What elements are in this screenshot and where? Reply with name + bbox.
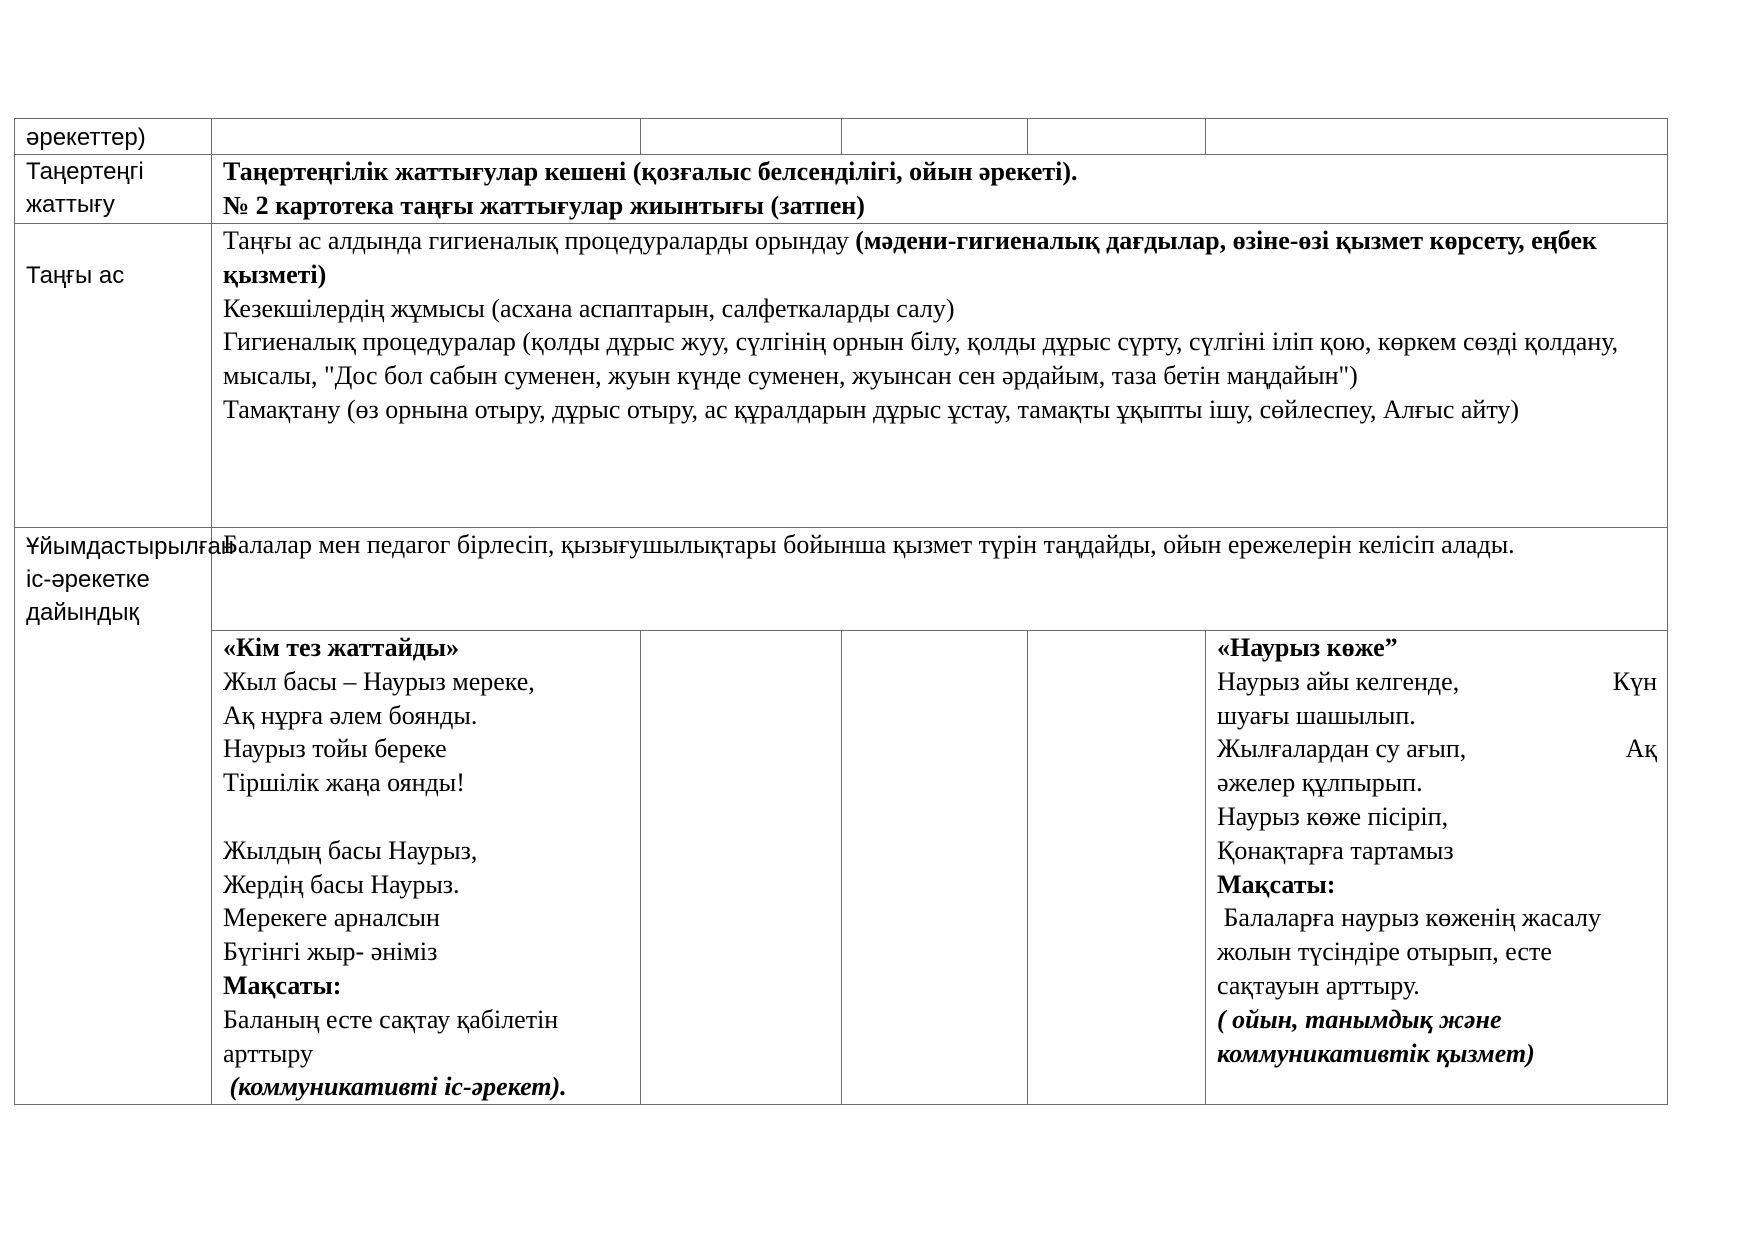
breakfast-p1-plain: Таңғы ас алдында гигиеналық процедураларды орындау xyxy=(223,226,856,255)
poem-justified-line xyxy=(1217,732,1657,766)
morning-exercise-label-cell xyxy=(15,155,212,224)
poem-2-line: Мерекеге арналсын xyxy=(223,903,440,933)
poem-justified-line xyxy=(1217,665,1657,699)
empty-cell xyxy=(1028,631,1206,1105)
poem-2-line: Жердің басы Наурыз. xyxy=(223,869,460,899)
organized-intro-cell xyxy=(212,528,1668,631)
daily-plan-table xyxy=(14,118,1668,1105)
table-row-continuation xyxy=(15,119,1668,155)
breakfast-paragraph-2: Кезекшілердің жұмысы (асхана аспаптарын, салфеткаларды салу) xyxy=(223,293,955,323)
breakfast-label-cell xyxy=(15,224,212,528)
empty-cell xyxy=(1028,119,1206,155)
organized-label-cell xyxy=(15,528,235,1105)
activity-1-goal-label: Мақсаты: xyxy=(223,970,342,1000)
breakfast-paragraph-4: Тамақтану (өз орнына отыру, дұрыс отыру, ас құралдарын дұрыс ұстау, тамақты ұқыпты ішу, сөйлеспеу, Алғыс айту) xyxy=(223,394,1520,424)
activity-5-type: ( ойын, танымдық және коммуникативтік қызмет) xyxy=(1217,1004,1535,1068)
poem-1-line: Ақ нұрға әлем боянды. xyxy=(223,700,478,730)
poem-1-line: Жыл басы – Наурыз мереке, xyxy=(223,666,535,696)
morning-exercise-content xyxy=(212,155,1668,224)
empty-cell xyxy=(842,631,1028,1105)
empty-cell xyxy=(212,119,641,155)
activity-1-goal-text: Баланың есте сақтау қабілетін арттыру xyxy=(223,1004,565,1068)
organized-label: Ұйымдастырылған іс-әрекетке дайындық xyxy=(26,533,235,626)
poem-text: Наурыз айы келгенде, xyxy=(1217,666,1460,696)
breakfast-paragraph-3: Гигиеналық процедуралар (қолды дұрыс жуу, сүлгінің орнын білу, қолды дұрыс сүрту, сүлгіні іліп қою, көркем сөзді қолдану, мысалы, "Дос бол сабын суменен, жуын күнде суменен, жуынсан сен әрдайым, таза бетін маңдайын") xyxy=(223,327,1625,391)
poem-text: Ақ xyxy=(1625,734,1657,764)
continuation-label: әрекеттер) xyxy=(26,124,146,151)
poem-line: әжелер құлпырып. xyxy=(1217,768,1423,798)
table-row-organized-activities xyxy=(15,631,1668,1105)
poem-line: шуағы шашылып. xyxy=(1217,700,1416,730)
breakfast-p1-bold: (мәдени-гигиеналық дағдылар, өзіне-өзі қызмет көрсету, еңбек қызметі) xyxy=(223,226,1604,289)
activity-cell-col5 xyxy=(1206,631,1668,1105)
poem-line: Қонақтарға тартамыз xyxy=(1217,835,1454,865)
empty-cell xyxy=(641,631,842,1105)
poem-1-line: Тіршілік жаңа оянды! xyxy=(223,768,465,798)
poem-text: Жылғалардан су ағып, xyxy=(1217,734,1467,764)
breakfast-label: Таңғы ас xyxy=(26,262,125,289)
poem-2-line: Бүгінгі жыр- әніміз xyxy=(223,937,438,967)
activity-5-goal-label: Мақсаты: xyxy=(1217,869,1336,899)
morning-exercise-line-1: Таңертеңгілік жаттығулар кешені (қозғалыс белсенділігі, ойын әрекеті). xyxy=(223,157,1078,186)
activity-1-title: «Кім тез жаттайды» xyxy=(223,633,460,662)
table-row-breakfast xyxy=(15,224,1668,528)
breakfast-paragraph-1 xyxy=(223,224,1657,292)
activity-5-goal-text: Балаларға наурыз көженің жасалу жолын түсіндіре отырып, есте сақтауын арттыру. xyxy=(1217,903,1608,1000)
poem-text: Күн xyxy=(1612,666,1657,696)
activity-cell-col1 xyxy=(212,631,641,1105)
empty-cell xyxy=(842,119,1028,155)
poem-2-line: Жылдың басы Наурыз, xyxy=(223,835,478,865)
activity-5-title: «Наурыз көже” xyxy=(1217,633,1398,662)
stanza-gap xyxy=(223,800,630,834)
continuation-label-cell xyxy=(15,119,212,155)
poem-line: Наурыз көже пісіріп, xyxy=(1217,801,1449,831)
empty-cell xyxy=(1206,119,1668,155)
organized-intro-text: Балалар мен педагог бірлесіп, қызығушылықтары бойынша қызмет түрін таңдайды, ойын ережелерін келісіп алады. xyxy=(223,530,1515,559)
breakfast-content xyxy=(212,224,1668,528)
morning-exercise-line-2: № 2 картотека таңғы жаттығулар жиынтығы (затпен) xyxy=(223,190,865,220)
table-row-morning-exercise xyxy=(15,155,1668,224)
empty-cell xyxy=(641,119,842,155)
morning-exercise-label: Таңертеңгі жаттығу xyxy=(26,158,144,218)
table-row-organized-intro xyxy=(15,528,1668,631)
activity-1-type: (коммуникативті іс-әрекет). xyxy=(223,1072,567,1102)
poem-1-line: Наурыз тойы береке xyxy=(223,734,447,764)
